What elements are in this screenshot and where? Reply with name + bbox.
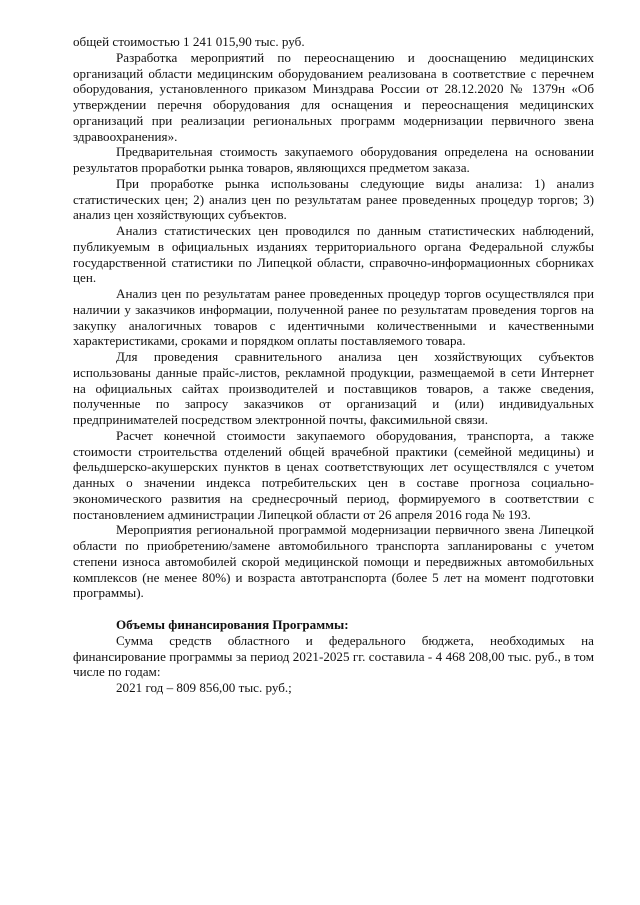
- funding-year-2021: 2021 год – 809 856,00 тыс. руб.;: [116, 680, 292, 695]
- paragraph-funding-total: Сумма средств областного и федерального бюджета, необходимых на финансирование программы за период 2021-2025 гг. составила - 4 468 208,00 тыс. руб., в том числе по годам:: [73, 632, 594, 680]
- paragraph-comparative-analysis: Для проведения сравнительного анализа цен хозяйствующих субъектов использованы данные прайс-листов, рекламной продукции, размещаемой в сети Интернет на официальных сайтах производителей и поставщиков товаров, а также сведения, полученные по запросу заказчиков от организаций и (или) индивидуальных предпринимателей посредством электронной почты, факсимильной связи.: [73, 349, 594, 427]
- section-heading-funding: Объемы финансирования Программы:: [116, 617, 349, 632]
- paragraph-total-cost: общей стоимостью 1 241 015,90 тыс. руб.: [73, 34, 305, 49]
- paragraph-previous-tenders: Анализ цен по результатам ранее проведенных процедур торгов осуществлялся при наличии у заказчиков информации, полученной ранее по результатам проведения торгов на закупку аналогичных товаров с идентичными количественными и качественными характеристиками, сроками и порядком оплаты поставляемого товара.: [73, 286, 594, 349]
- paragraph-final-cost-calculation: Расчет конечной стоимости закупаемого оборудования, транспорта, а также стоимости строительства отделений общей врачебной практики (семейной медицины) и фельдшерско-акушерских пунктов в ценах соответствующих лет осуществлялся с учетом данных о значении индекса потребительских цен в составе прогноза социально-экономического развития на среднесрочный период, формируемого в соответствии с постановлением администрации Липецкой области от 26 апреля 2016 года № 193.: [73, 427, 594, 522]
- paragraph-analysis-types: При проработке рынка использованы следующие виды анализа: 1) анализ статистических цен; 2) анализ цен по результатам ранее проведенных процедур торгов; 3) анализ цен хозяйствующих субъектов.: [73, 175, 594, 223]
- paragraph-statistical-prices: Анализ статистических цен проводился по данным статистических наблюдений, публикуемым в официальных изданиях территориального органа Федеральной службы государственной статистики по Липецкой области, справочно-информационных сборниках цен.: [73, 223, 594, 286]
- paragraph-preliminary-cost: Предварительная стоимость закупаемого оборудования определена на основании результатов проработки рынка товаров, являющихся предметом заказа.: [73, 144, 594, 175]
- paragraph-equipment-development: Разработка мероприятий по переоснащению и дооснащению медицинских организаций области медицинским оборудованием реализована в соответствие с перечнем оборудования, установленного приказом Минздрава России от 28.12.2020 № 1379н «Об утверждении перечня оборудования для оснащения и переоснащения медицинских организаций при реализации региональных программ модернизации первичного звена здравоохранения».: [73, 49, 594, 144]
- document-page: [73, 34, 594, 696]
- paragraph-vehicle-replacement: Мероприятия региональной программой модернизации первичного звена Липецкой области по приобретению/замене автомобильного транспорта запланированы с учетом степени износа автомобилей скорой медицинской помощи и передвижных автомобильных комплексов (не менее 80%) и возраста автотранспорта (более 5 лет на момент подготовки программы).: [73, 522, 594, 601]
